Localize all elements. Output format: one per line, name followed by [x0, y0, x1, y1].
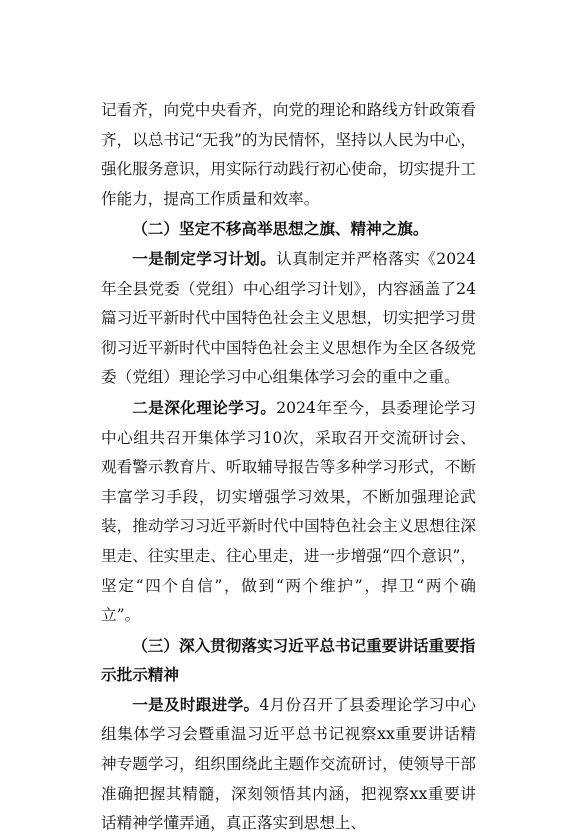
paragraph-body: 4月份召开了县委理论学习中心组集体学习会暨重温习近平总书记视察xx重要讲话精神专题学习，组织围绕此主题作交流研讨，使领导干部准确把握其精髓，深刻领悟其内涵，把视察xx重要讲话精神学懂弄通，真正落实到思想上、 — [101, 695, 476, 833]
paragraph-theory-study — [101, 393, 476, 631]
paragraph-body: 认真制定并严格落实《2024年全县党委（党组）中心组学习计划》，内容涵盖了24篇习近平新时代中国特色社会主义思想，切实把学习贯彻习近平新时代中国特色社会主义思想作为全区各级党委（党组）理论学习中心组集体学习会的重中之重。 — [101, 249, 476, 387]
document-body — [101, 96, 476, 839]
paragraph-body: 2024年至今，县委理论学习中心组共召开集体学习10次，采取召开交流研讨会、观看警示教育片、听取辅导报告等多种学习形式，不断丰富学习手段，切实增强学习效果，不断加强理论武装，推动学习习近平新时代中国特色社会主义思想往深里走、往实里走、往心里走，进一步增强“四个意识”，坚定“四个自信”，做到“两个维护”，捍卫“两个确立”。 — [101, 398, 476, 625]
section-heading-3: （三）深入贯彻落实习近平总书记重要讲话重要指示批示精神 — [101, 635, 476, 685]
paragraph-lead: 一是及时跟进学。 — [132, 694, 260, 714]
paragraph-timely-study — [101, 690, 476, 839]
paragraph-lead: 一是制定学习计划。 — [132, 248, 277, 268]
paragraph-continuation: 记看齐，向党中央看齐，向党的理论和路线方针政策看齐，以总书记“无我”的为民情怀，坚持以人民为中心，强化服务意识，用实际行动践行初心使命，切实提升工作能力，提高工作质量和效率。 — [101, 101, 476, 208]
section-heading-2: （二）坚定不移高举思想之旗、精神之旗。 — [132, 219, 429, 239]
paragraph-study-plan — [101, 244, 476, 393]
paragraph-lead: 二是深化理论学习。 — [132, 397, 277, 417]
